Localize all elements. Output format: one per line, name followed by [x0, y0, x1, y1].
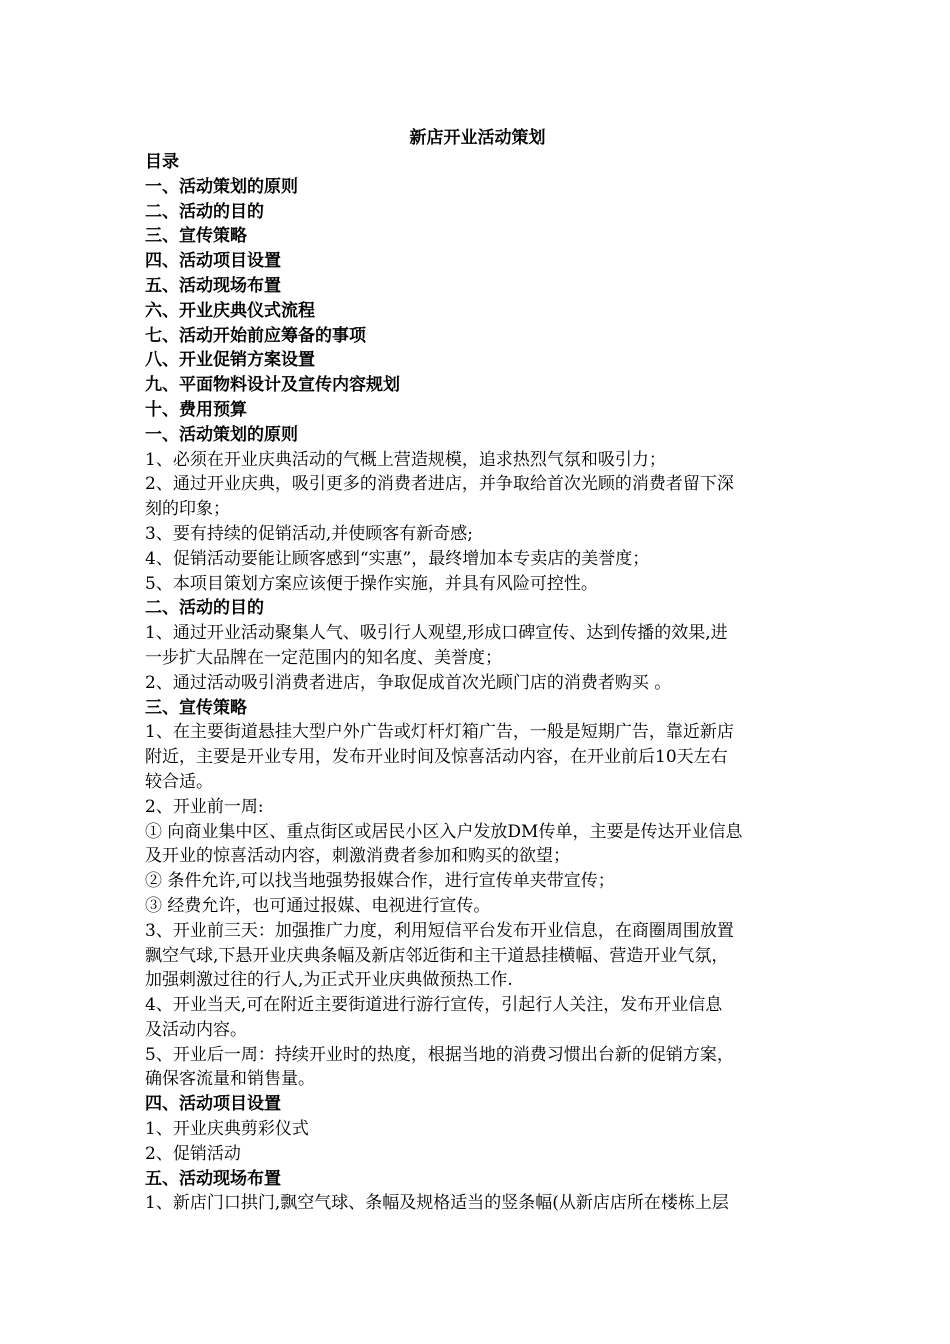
paragraph-line: 3、开业前三天：加强推广力度，利用短信平台发布开业信息，在商圈周围放置: [145, 920, 734, 941]
paragraph-line: 加强刺激过往的行人,为正式开业庆典做预热工作.: [145, 970, 513, 991]
paragraph-line: 1、开业庆典剪彩仪式: [145, 1119, 309, 1140]
toc-item: 十、费用预算: [145, 399, 247, 420]
document-body: [145, 423, 810, 1217]
toc-item: 八、开业促销方案设置: [145, 350, 315, 371]
toc-item: 五、活动现场布置: [145, 275, 281, 296]
paragraph-line: 刻的印象；: [145, 499, 230, 520]
document-title: 新店开业活动策划: [409, 128, 546, 148]
section-heading: 三、宣传策略: [145, 697, 247, 718]
paragraph-line: 1、在主要街道悬挂大型户外广告或灯杆灯箱广告，一般是短期广告，靠近新店: [145, 722, 734, 743]
paragraph-line: 及开业的惊喜活动内容，刺激消费者参加和购买的欲望；: [145, 846, 570, 867]
section-heading: 五、活动现场布置: [145, 1168, 281, 1189]
toc-item: 二、活动的目的: [145, 201, 264, 222]
paragraph-line: ② 条件允许,可以找当地强势报媒合作，进行宣传单夹带宣传；: [145, 871, 615, 892]
paragraph-line: 及活动内容。: [145, 1019, 247, 1040]
paragraph-line: 1、新店门口拱门,飘空气球、条幅及规格适当的竖条幅(从新店店所在楼栋上层: [145, 1193, 729, 1214]
paragraph-line: 2、促销活动: [145, 1143, 241, 1164]
paragraph-line: 4、促销活动要能让顾客感到“实惠”，最终增加本专卖店的美誉度；: [145, 548, 650, 569]
paragraph-line: 较合适。: [145, 771, 213, 792]
paragraph-line: 5、开业后一周：持续开业时的热度，根据当地的消费习惯出台新的促销方案，: [145, 1044, 734, 1065]
toc-heading: 目录: [145, 152, 179, 172]
paragraph-line: 2、通过开业庆典，吸引更多的消费者进店，并争取给首次光顾的消费者留下深: [145, 474, 734, 495]
section-heading: 二、活动的目的: [145, 598, 264, 619]
paragraph-line: 2、开业前一周:: [145, 796, 264, 817]
paragraph-line: 附近，主要是开业专用，发布开业时间及惊喜活动内容，在开业前后10天左右: [145, 747, 728, 768]
paragraph-line: 确保客流量和销售量。: [145, 1069, 315, 1090]
paragraph-line: 一步扩大品牌在一定范围内的知名度、美誉度；: [145, 647, 502, 668]
toc-item: 九、平面物料设计及宣传内容规划: [145, 375, 400, 396]
table-of-contents: [145, 150, 810, 423]
paragraph-line: ③ 经费允许，也可通过报媒、电视进行宣传。: [145, 895, 491, 916]
section-heading: 四、活动项目设置: [145, 1094, 281, 1115]
toc-item: 七、活动开始前应筹备的事项: [145, 325, 366, 346]
paragraph-line: 4、开业当天,可在附近主要街道进行游行宣传，引起行人关注，发布开业信息: [145, 995, 723, 1016]
paragraph-line: 3、要有持续的促销活动,并使顾客有新奇感;: [145, 523, 473, 544]
toc-item: 一、活动策划的原则: [145, 176, 298, 197]
document-page: [145, 126, 810, 1216]
paragraph-line: ① 向商业集中区、重点街区或居民小区入户发放DM传单，主要是传达开业信息: [145, 821, 743, 842]
paragraph-line: 5、本项目策划方案应该便于操作实施，并具有风险可控性。: [145, 573, 598, 594]
section-heading: 一、活动策划的原则: [145, 424, 298, 445]
toc-item: 六、开业庆典仪式流程: [145, 300, 315, 321]
paragraph-line: 1、必须在开业庆典活动的气概上营造规模，追求热烈气氛和吸引力；: [145, 449, 666, 470]
toc-item: 四、活动项目设置: [145, 251, 281, 272]
toc-item: 三、宣传策略: [145, 226, 247, 247]
paragraph-line: 1、通过开业活动聚集人气、吸引行人观望,形成口碑宣传、达到传播的效果,进: [145, 623, 728, 644]
paragraph-line: 2、通过活动吸引消费者进店，争取促成首次光顾门店的消费者购买 。: [145, 672, 672, 693]
paragraph-line: 飘空气球,下悬开业庆典条幅及新店邻近街和主干道悬挂横幅、营造开业气氛，: [145, 945, 729, 966]
toc-list: [145, 175, 810, 423]
